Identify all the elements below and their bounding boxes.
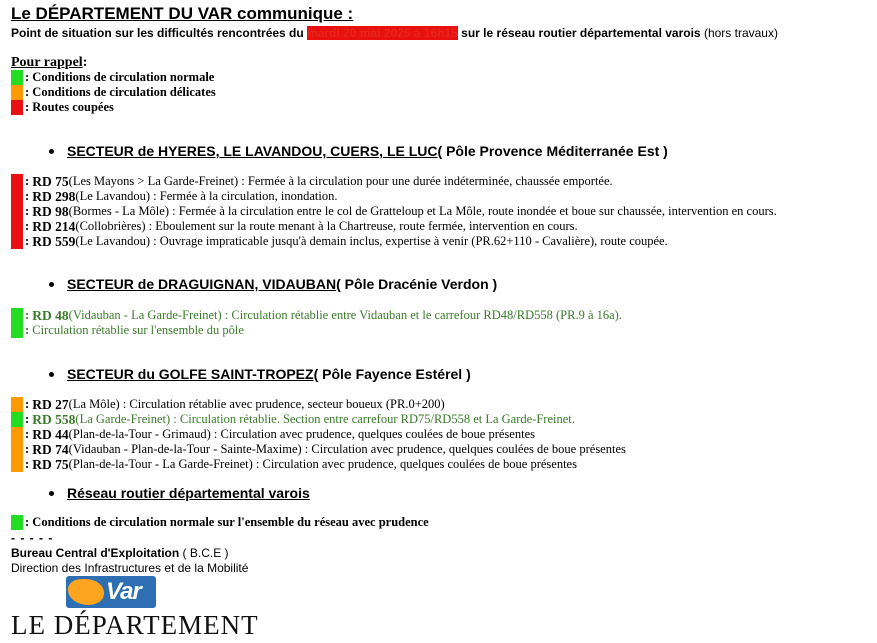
legend-item-normal	[11, 70, 214, 85]
sector-name: SECTEUR de HYERES, LE LAVANDOU, CUERS, LE LUC	[67, 143, 438, 159]
sector-pole: ( Pôle Fayence Estérel )	[313, 366, 471, 382]
legend-title	[11, 55, 87, 71]
road-entry: : RD 44 (Plan-de-la-Tour - Grimaud) : Circulation avec prudence, quelques coulées de boue présentes	[11, 427, 535, 442]
road-number: RD 48	[32, 307, 69, 323]
road-number: RD 75	[32, 456, 69, 472]
legend-item-label: : Conditions de circulation délicates	[25, 85, 216, 99]
subtitle-prefix: Point de situation sur les difficultés rencontrées du	[11, 26, 308, 40]
road-entry: : RD 559 (Le Lavandou) : Ouvrage impraticable jusqu'à demain inclus, expertise à venir (PR.62+110 - Cavalière), route coupée.	[11, 234, 668, 249]
road-status: Circulation rétablie sur l'ensemble du pôle	[32, 323, 244, 337]
road-status: (Le Lavandou) : Ouvrage impraticable jusqu'à demain inclus, expertise à venir (PR.62+110 - Cavalière), route coupée.	[75, 234, 668, 248]
subtitle-note: (hors travaux)	[703, 26, 778, 40]
red-swatch	[11, 174, 23, 189]
red-swatch	[11, 204, 23, 219]
subtitle-suffix: sur le réseau routier départemental varois	[457, 26, 704, 40]
orange-swatch	[11, 442, 23, 457]
network-name: Réseau routier départemental varois	[67, 485, 310, 501]
road-number: RD 558	[32, 411, 76, 427]
department-wordmark: LE DÉPARTEMENT	[11, 610, 259, 640]
red-swatch	[11, 219, 23, 234]
green-swatch	[11, 70, 23, 85]
road-number: RD 214	[32, 218, 76, 234]
road-entry: : RD 48 (Vidauban - La Garde-Freinet) : Circulation rétablie entre Vidauban et le carrefour RD48/RD558 (PR.9 à 16a).	[11, 308, 622, 323]
road-number: RD 298	[32, 188, 76, 204]
road-entry: : RD 74 (Vidauban - Plan-de-la-Tour - Sainte-Maxime) : Circulation avec prudence, quelques coulées de boue présentes	[11, 442, 626, 457]
road-status: (Plan-de-la-Tour - La Garde-Freinet) : Circulation avec prudence, quelques coulées de boue présentes	[68, 457, 577, 471]
red-swatch	[11, 234, 23, 249]
road-status: (Les Mayons > La Garde-Freinet) : Fermée à la circulation pour une durée indéterminée, chaussée emportée.	[68, 174, 613, 188]
network-status-text: : Conditions de circulation normale sur l'ensemble du réseau avec prudence	[25, 515, 429, 529]
bullet-icon	[49, 491, 54, 496]
road-status: (Vidauban - La Garde-Freinet) : Circulation rétablie entre Vidauban et le carrefour RD48/RD558 (PR.9 à 16a).	[68, 308, 622, 322]
road-number: RD 75	[32, 173, 69, 189]
road-entry: : RD 75 (Plan-de-la-Tour - La Garde-Freinet) : Circulation avec prudence, quelques coulées de boue présentes	[11, 457, 577, 472]
legend-item-label: : Routes coupées	[25, 100, 114, 114]
legend-item-closed	[11, 100, 114, 115]
road-number: RD 27	[32, 396, 69, 412]
red-swatch	[11, 100, 23, 115]
road-entry: : RD 27 (La Môle) : Circulation rétablie avec prudence, secteur boueux (PR.0+200)	[11, 397, 445, 412]
legend-item-label: : Conditions de circulation normale	[25, 70, 215, 84]
road-status: (Le Lavandou) : Fermée à la circulation, inondation.	[75, 189, 338, 203]
road-status: (Vidauban - Plan-de-la-Tour - Sainte-Maxime) : Circulation avec prudence, quelques coulées de boue présentes	[68, 442, 626, 456]
orange-swatch	[11, 397, 23, 412]
sector-name: SECTEUR du GOLFE SAINT-TROPEZ	[67, 366, 314, 382]
road-entry: : RD 298 (Le Lavandou) : Fermée à la circulation, inondation.	[11, 189, 337, 204]
bce-abbr: ( B.C.E )	[179, 546, 229, 560]
sector-draguignan-heading	[49, 276, 497, 292]
orange-swatch	[11, 427, 23, 442]
sector-pole: ( Pôle Dracénie Verdon )	[336, 276, 498, 292]
bce-name: Bureau Central d'Exploitation	[11, 546, 180, 560]
direction-line: Direction des Infrastructures et de la Mobilité	[11, 561, 249, 575]
logo-text: Var	[106, 578, 141, 605]
bce-line	[11, 546, 229, 560]
road-status: (La Garde-Freinet) : Circulation rétablie. Section entre carrefour RD75/RD558 et La Garde-Freinet.	[75, 412, 575, 426]
red-swatch	[11, 189, 23, 204]
road-entry: : RD 214 (Collobrières) : Eboulement sur la route menant à la Chartreuse, route fermée, intervention en cours.	[11, 219, 578, 234]
road-status: (Plan-de-la-Tour - Grimaud) : Circulation avec prudence, quelques coulées de boue présentes	[68, 427, 535, 441]
green-swatch	[11, 323, 23, 338]
page-title: Le DÉPARTEMENT DU VAR communique :	[11, 4, 354, 23]
sector-golfe-heading	[49, 366, 471, 382]
var-map-icon	[68, 579, 104, 605]
legend-item-delicate	[11, 85, 216, 100]
green-swatch	[11, 515, 23, 530]
network-status	[11, 515, 429, 530]
sector-pole: ( Pôle Provence Méditerranée Est )	[437, 143, 668, 159]
footer-separator: - - - - -	[11, 531, 54, 545]
orange-swatch	[11, 85, 23, 100]
road-status: (Bormes - La Môle) : Fermée à la circulation entre le col de Gratteloup et La Môle, route inondée et boue sur chaussée, intervention en cours.	[68, 204, 777, 218]
situation-subtitle	[11, 26, 778, 40]
sector-name: SECTEUR de DRAGUIGNAN, VIDAUBAN	[67, 276, 337, 292]
subtitle-date: mardi 20 mai 2025 à 16h15	[307, 26, 458, 40]
road-entry: : RD 75 (Les Mayons > La Garde-Freinet) : Fermée à la circulation pour une durée indéterminée, chaussée emportée.	[11, 174, 613, 189]
legend-title-text: Pour rappel	[11, 55, 83, 70]
road-number: RD 98	[32, 203, 69, 219]
road-status: (Collobrières) : Eboulement sur la route menant à la Chartreuse, route fermée, intervention en cours.	[75, 219, 578, 233]
road-entry: : RD 558 (La Garde-Freinet) : Circulation rétablie. Section entre carrefour RD75/RD558 et La Garde-Freinet.	[11, 412, 575, 427]
road-number: RD 74	[32, 441, 69, 457]
road-entry: : Circulation rétablie sur l'ensemble du pôle	[11, 323, 244, 338]
road-number: RD 44	[32, 426, 69, 442]
bullet-icon	[49, 372, 54, 377]
bullet-icon	[49, 282, 54, 287]
road-status: (La Môle) : Circulation rétablie avec prudence, secteur boueux (PR.0+200)	[68, 397, 445, 411]
road-number: RD 559	[32, 233, 76, 249]
orange-swatch	[11, 457, 23, 472]
road-entry: : RD 98 (Bormes - La Môle) : Fermée à la circulation entre le col de Gratteloup et La Môle, route inondée et boue sur chaussée, intervention en cours.	[11, 204, 777, 219]
bullet-icon	[49, 149, 54, 154]
var-logo	[66, 576, 156, 608]
legend-title-colon: :	[82, 55, 88, 70]
network-heading	[49, 485, 310, 501]
green-swatch	[11, 412, 23, 427]
green-swatch	[11, 308, 23, 323]
sector-hyeres-heading	[49, 143, 668, 159]
